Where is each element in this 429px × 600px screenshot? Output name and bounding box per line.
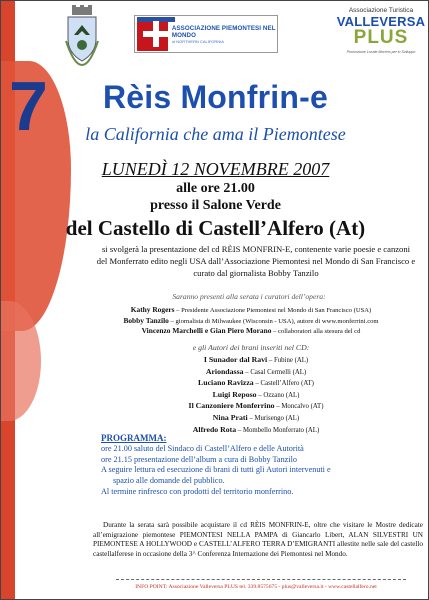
valleversa-tagline: Promozione Locale Moreno per lo Sviluppo (346, 50, 416, 54)
info-point: INFO POINT: Associazione Valleversa PLUS tel. 339.8575675 - plus@valleversa.it - www.castellalfero.net (135, 584, 377, 590)
event-castle: del Castello di Castell’Alfero (At) (65, 216, 366, 240)
authors-list (111, 355, 401, 436)
author-item: Alfredo Rota – Mombello Monferrato (AL) (192, 424, 320, 434)
program-item: ore 21.00 saluto del Sindaco di Castell’Alfero e delle Autorità (101, 443, 304, 453)
association-subtitle: of NORTHERN CALIFORNIA (171, 38, 224, 44)
author-item: I Sunador dal Ravi – Fubine (AL) (203, 355, 309, 364)
valleversa-plus-logo (336, 7, 426, 67)
guests-heading: Saranno presenti alla serata i curatori dell’opera: (172, 292, 326, 301)
event-subtitle: la California che ama il Piemontese (85, 124, 346, 144)
event-place: presso il Salone Verde (150, 198, 281, 213)
valleversa-plus: PLUS (353, 27, 409, 48)
seven-graphic: 7 (9, 67, 48, 145)
program-section (101, 433, 421, 498)
guest-item: Vincenzo Marchelli e Gian Piero Morano – collaboratori alla stesura del cd (141, 326, 361, 335)
event-date: LUNEDÌ 12 NOVEMBRE 2007 (101, 159, 330, 179)
valleversa-name: VALLEVERSA (336, 14, 426, 29)
author-item: Luciano Ravizza – Castell’Alfero (AT) (198, 378, 314, 388)
footer-divider (116, 579, 406, 580)
valleversa-small-label: Associazione Turistica (348, 7, 414, 14)
author-item: Nina Prati – Murisengo (AL) (212, 412, 300, 422)
event-description: si svolgerà la presentazione del cd RÈIS MONFRIN-E, contenente varie poesie e canzoni del Monferrato edito negli USA dall’Associazione Piemontesi nel Mondo di San Francisco e curato dal giornalista Bobby Tanzilo (96, 244, 416, 278)
municipal-crest-icon (64, 5, 100, 67)
program-item: ore 21.15 presentazione dell’album a cura di Bobby Tanzilo (101, 454, 297, 464)
event-title: Rèis Monfrin-e (102, 79, 329, 115)
program-item: A seguire lettura ed esecuzione di brani di tutti gli Autori intervenuti e (101, 465, 331, 475)
guest-item: Kathy Rogers – Presidente Associazione Piemontesi nel Mondo di San Francisco (USA) (130, 305, 372, 314)
header-logos (56, 5, 428, 71)
footer-note: Durante la serata sarà possibile acquistare il cd RÈIS MONFRIN-E, oltre che visitare le Mostre dedicate all’emigrazione piemontese PIEMONTESI NELLA PAMPA di Giancarlo Libert, ALAN SILVESTRI UN PIEMONTESE A HOLLYWOOD e CASTELL’ALFERO TERRA D’EMIGRANTI allestite nelle sale del castello castellalferese in occasione della 3^ Conferenza Internazione dei Piemontesi nel Mondo. (93, 521, 423, 558)
author-item: Ariondassa – Casal Cermelli (AL) (205, 366, 307, 376)
association-name: ASSOCIAZIONE PIEMONTESI NEL MONDO (171, 24, 276, 39)
savoy-flag-icon (137, 17, 168, 51)
author-item: Il Canzoniere Monferrino – Moncalvo (AT) (188, 401, 324, 411)
program-item: Al termine rinfresco con prodotti del territorio monferrino. (101, 486, 294, 496)
piemontesi-nel-mondo-logo (134, 15, 278, 53)
authors-heading: e gli Autori dei brani inseriti nel CD: (192, 343, 310, 352)
guests-list (81, 305, 421, 337)
program-title: PROGRAMMA: (101, 433, 167, 443)
author-item: Luigi Reposo – Ozzano (AL) (212, 389, 300, 399)
program-item: spazio alle domande del pubblico. (113, 476, 225, 486)
event-time: alle ore 21.00 (176, 181, 255, 196)
guest-item: Bobby Tanzilo – giornalista di Milwaukee (Wisconsin - USA), autore di www.monferrini.com (123, 315, 379, 325)
